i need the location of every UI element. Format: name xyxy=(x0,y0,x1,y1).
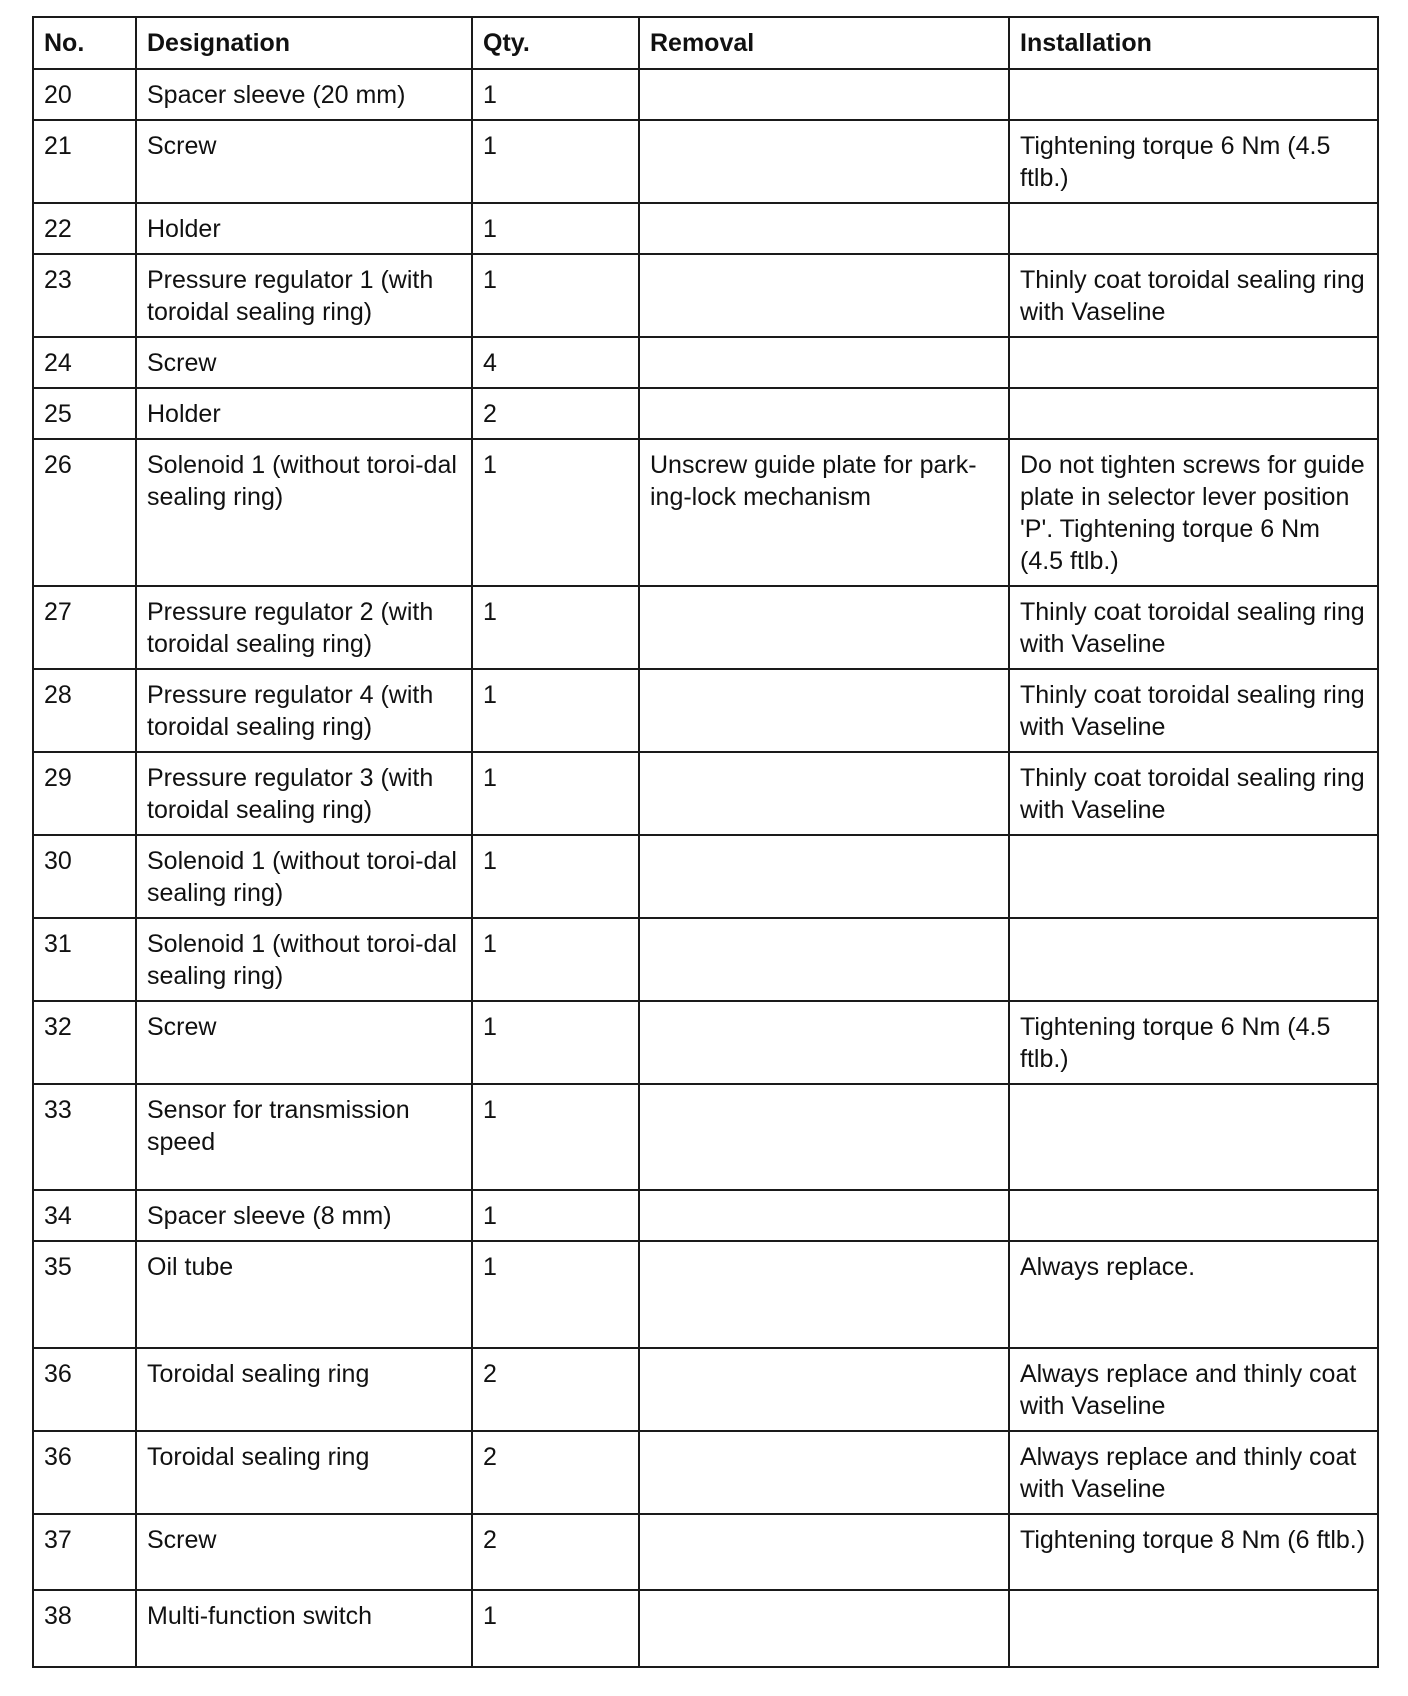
cell-no: 23 xyxy=(33,254,136,337)
cell-designation: Screw xyxy=(136,1514,472,1590)
parts-table xyxy=(32,16,1379,1668)
cell-installation: Always replace and thinly coat with Vaseline xyxy=(1009,1348,1378,1431)
cell-installation xyxy=(1009,203,1378,254)
cell-no: 36 xyxy=(33,1431,136,1514)
cell-designation: Toroidal sealing ring xyxy=(136,1348,472,1431)
cell-removal xyxy=(639,388,1009,439)
header-no: No. xyxy=(33,17,136,69)
cell-installation: Thinly coat toroidal sealing ring with Vaseline xyxy=(1009,586,1378,669)
cell-installation: Always replace. xyxy=(1009,1241,1378,1348)
cell-no: 24 xyxy=(33,337,136,388)
cell-removal xyxy=(639,586,1009,669)
cell-designation: Pressure regulator 2 (with toroidal sealing ring) xyxy=(136,586,472,669)
cell-installation: Thinly coat toroidal sealing ring with Vaseline xyxy=(1009,254,1378,337)
cell-installation xyxy=(1009,69,1378,120)
cell-designation: Screw xyxy=(136,337,472,388)
cell-designation: Holder xyxy=(136,388,472,439)
table-row xyxy=(33,1431,1378,1514)
cell-qty: 1 xyxy=(472,918,639,1001)
cell-qty: 1 xyxy=(472,835,639,918)
cell-designation: Solenoid 1 (without toroi-dal sealing ring) xyxy=(136,918,472,1001)
cell-designation: Spacer sleeve (8 mm) xyxy=(136,1190,472,1241)
table-row xyxy=(33,1590,1378,1667)
cell-removal xyxy=(639,254,1009,337)
cell-qty: 1 xyxy=(472,203,639,254)
cell-designation: Pressure regulator 3 (with toroidal sealing ring) xyxy=(136,752,472,835)
cell-installation: Tightening torque 8 Nm (6 ftlb.) xyxy=(1009,1514,1378,1590)
cell-designation: Spacer sleeve (20 mm) xyxy=(136,69,472,120)
cell-qty: 1 xyxy=(472,439,639,586)
header-installation: Installation xyxy=(1009,17,1378,69)
cell-removal: Unscrew guide plate for park-ing-lock mechanism xyxy=(639,439,1009,586)
cell-no: 34 xyxy=(33,1190,136,1241)
cell-removal xyxy=(639,337,1009,388)
cell-installation xyxy=(1009,1190,1378,1241)
table-row xyxy=(33,835,1378,918)
table-row xyxy=(33,337,1378,388)
cell-installation: Thinly coat toroidal sealing ring with Vaseline xyxy=(1009,669,1378,752)
cell-removal xyxy=(639,1084,1009,1190)
cell-qty: 1 xyxy=(472,1190,639,1241)
cell-installation: Tightening torque 6 Nm (4.5 ftlb.) xyxy=(1009,1001,1378,1084)
cell-qty: 1 xyxy=(472,1241,639,1348)
cell-installation xyxy=(1009,388,1378,439)
cell-no: 33 xyxy=(33,1084,136,1190)
table-header xyxy=(33,17,1378,69)
cell-designation: Pressure regulator 1 (with toroidal sealing ring) xyxy=(136,254,472,337)
table-row xyxy=(33,586,1378,669)
cell-removal xyxy=(639,203,1009,254)
cell-qty: 2 xyxy=(472,1514,639,1590)
table-row xyxy=(33,1001,1378,1084)
cell-qty: 1 xyxy=(472,69,639,120)
cell-removal xyxy=(639,69,1009,120)
cell-no: 27 xyxy=(33,586,136,669)
table-row xyxy=(33,388,1378,439)
cell-qty: 1 xyxy=(472,1084,639,1190)
cell-removal xyxy=(639,1514,1009,1590)
cell-no: 21 xyxy=(33,120,136,203)
cell-installation xyxy=(1009,918,1378,1001)
table-row xyxy=(33,1514,1378,1590)
cell-removal xyxy=(639,1001,1009,1084)
table-row xyxy=(33,120,1378,203)
table-row xyxy=(33,203,1378,254)
cell-removal xyxy=(639,752,1009,835)
cell-qty: 2 xyxy=(472,388,639,439)
cell-removal xyxy=(639,669,1009,752)
table-row xyxy=(33,752,1378,835)
cell-no: 30 xyxy=(33,835,136,918)
cell-removal xyxy=(639,1190,1009,1241)
table-row xyxy=(33,918,1378,1001)
cell-installation: Do not tighten screws for guide plate in selector lever position 'P'. Tightening torque 6 Nm (4.5 ftlb.) xyxy=(1009,439,1378,586)
cell-installation xyxy=(1009,1084,1378,1190)
cell-qty: 2 xyxy=(472,1431,639,1514)
table-row xyxy=(33,1190,1378,1241)
header-row xyxy=(33,17,1378,69)
table-row xyxy=(33,439,1378,586)
cell-installation: Thinly coat toroidal sealing ring with Vaseline xyxy=(1009,752,1378,835)
cell-removal xyxy=(639,1241,1009,1348)
cell-designation: Solenoid 1 (without toroi-dal sealing ring) xyxy=(136,439,472,586)
cell-no: 37 xyxy=(33,1514,136,1590)
cell-qty: 1 xyxy=(472,254,639,337)
header-designation: Designation xyxy=(136,17,472,69)
cell-no: 35 xyxy=(33,1241,136,1348)
cell-no: 38 xyxy=(33,1590,136,1667)
cell-removal xyxy=(639,918,1009,1001)
table-row xyxy=(33,1084,1378,1190)
cell-no: 26 xyxy=(33,439,136,586)
cell-qty: 1 xyxy=(472,669,639,752)
cell-removal xyxy=(639,1431,1009,1514)
cell-qty: 1 xyxy=(472,586,639,669)
cell-qty: 2 xyxy=(472,1348,639,1431)
cell-installation xyxy=(1009,835,1378,918)
table-row xyxy=(33,254,1378,337)
cell-no: 20 xyxy=(33,69,136,120)
table-row xyxy=(33,69,1378,120)
cell-removal xyxy=(639,120,1009,203)
cell-designation: Oil tube xyxy=(136,1241,472,1348)
table-body xyxy=(33,69,1378,1667)
table-row xyxy=(33,669,1378,752)
cell-no: 32 xyxy=(33,1001,136,1084)
cell-installation: Always replace and thinly coat with Vaseline xyxy=(1009,1431,1378,1514)
cell-no: 25 xyxy=(33,388,136,439)
cell-designation: Pressure regulator 4 (with toroidal sealing ring) xyxy=(136,669,472,752)
cell-designation: Toroidal sealing ring xyxy=(136,1431,472,1514)
cell-removal xyxy=(639,835,1009,918)
cell-installation: Tightening torque 6 Nm (4.5 ftlb.) xyxy=(1009,120,1378,203)
cell-no: 31 xyxy=(33,918,136,1001)
cell-no: 36 xyxy=(33,1348,136,1431)
cell-qty: 1 xyxy=(472,752,639,835)
cell-no: 22 xyxy=(33,203,136,254)
cell-qty: 1 xyxy=(472,1590,639,1667)
cell-removal xyxy=(639,1348,1009,1431)
cell-qty: 1 xyxy=(472,120,639,203)
header-qty: Qty. xyxy=(472,17,639,69)
cell-qty: 4 xyxy=(472,337,639,388)
cell-installation xyxy=(1009,337,1378,388)
cell-no: 29 xyxy=(33,752,136,835)
cell-installation xyxy=(1009,1590,1378,1667)
cell-removal xyxy=(639,1590,1009,1667)
cell-designation: Holder xyxy=(136,203,472,254)
cell-qty: 1 xyxy=(472,1001,639,1084)
cell-designation: Solenoid 1 (without toroi-dal sealing ring) xyxy=(136,835,472,918)
header-removal: Removal xyxy=(639,17,1009,69)
table-row xyxy=(33,1241,1378,1348)
cell-designation: Screw xyxy=(136,1001,472,1084)
cell-designation: Sensor for transmission speed xyxy=(136,1084,472,1190)
cell-designation: Screw xyxy=(136,120,472,203)
table-row xyxy=(33,1348,1378,1431)
cell-designation: Multi-function switch xyxy=(136,1590,472,1667)
cell-no: 28 xyxy=(33,669,136,752)
